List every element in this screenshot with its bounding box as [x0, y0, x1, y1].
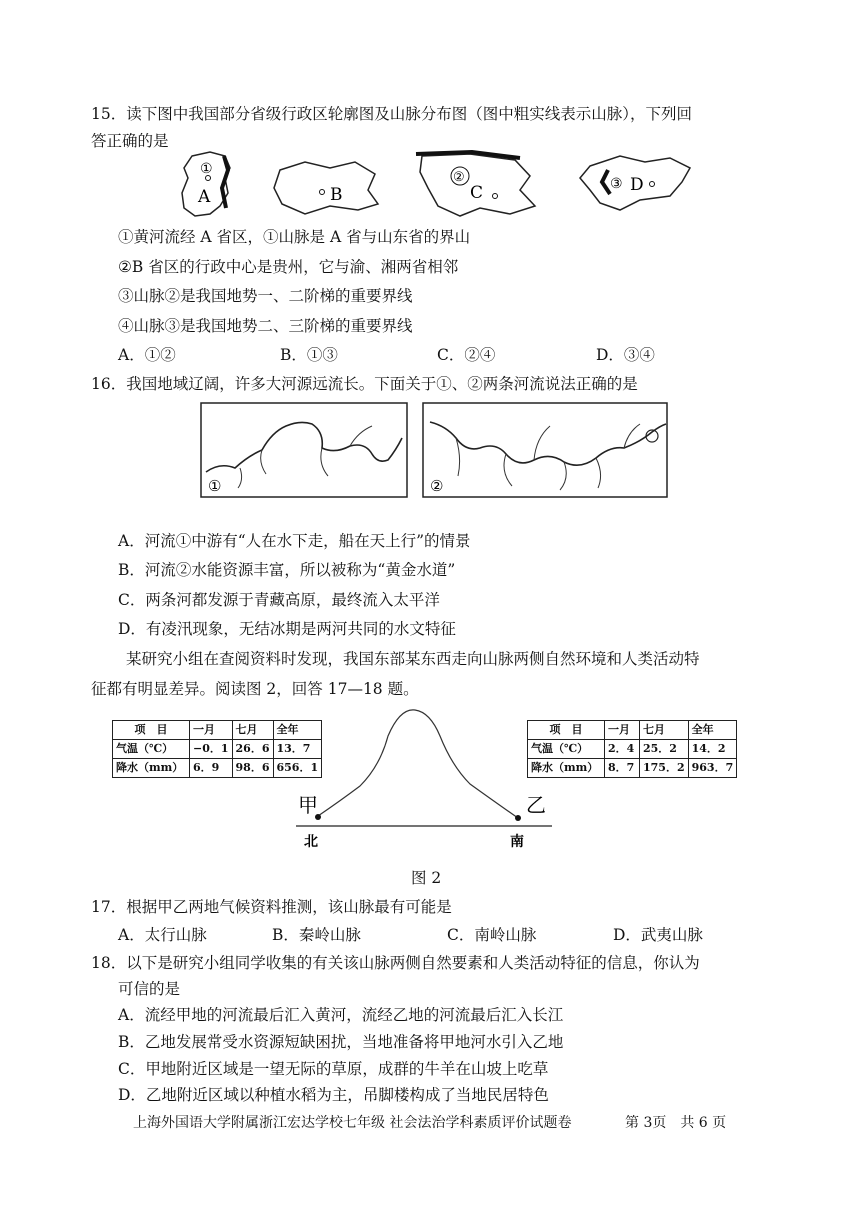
q15-stem-line1: 15．读下图中我国部分省级行政区轮廓图及山脉分布图（图中粗实线表示山脉），下列回	[91, 105, 692, 123]
jia-row-label: 降水（mm）	[113, 759, 190, 778]
map-d-num: ③	[610, 176, 623, 192]
intro-line-2: 征都有明显差异。阅读图 2，回答 17—18 题。	[91, 680, 419, 698]
q15-option-d[interactable]: D．③④	[596, 346, 655, 364]
q15-statement-2: ②B 省区的行政中心是贵州，它与渝、湘两省相邻	[118, 258, 459, 276]
q15-stem-line2: 答正确的是	[91, 132, 169, 150]
figure2-caption: 图 2	[411, 869, 442, 887]
q18-stem-line2: 可信的是	[118, 980, 181, 998]
map-a-num: ①	[200, 161, 213, 177]
river-map-1-label: ①	[208, 477, 222, 495]
q17-stem: 17．根据甲乙两地气候资料推测，该山脉最有可能是	[91, 898, 452, 916]
map-b-letter: B	[330, 185, 343, 205]
river-map-2-label: ②	[430, 477, 444, 495]
yi-cell: 2．4	[605, 740, 640, 759]
jia-header-jul: 七月	[232, 721, 273, 740]
q16-river-maps	[200, 402, 668, 500]
mountain-profile	[290, 706, 570, 856]
river-map-2-frame	[423, 403, 667, 497]
jia-cell: −0．1	[190, 740, 233, 759]
q17-option-c[interactable]: C．南岭山脉	[447, 926, 537, 944]
q18-option-d[interactable]: D．乙地附近区域以种植水稻为主，吊脚楼构成了当地民居特色	[118, 1086, 549, 1104]
q16-option-c[interactable]: C．两条河都发源于青藏高原，最终流入太平洋	[118, 591, 440, 609]
q16-option-a[interactable]: A．河流①中游有“人在水下走，船在天上行”的情景	[118, 532, 471, 550]
jia-cell: 13．7	[273, 740, 322, 759]
yi-row-label: 降水（mm）	[528, 759, 605, 778]
yi-cell: 175．2	[640, 759, 689, 778]
jia-header-item: 项 目	[113, 721, 190, 740]
mountain-3-line	[602, 170, 610, 194]
intro-line-1: 某研究小组在查阅资料时发现，我国东部某东西走向山脉两侧自然环境和人类活动特	[126, 650, 700, 668]
label-north: 北	[304, 834, 318, 850]
province-b-outline	[274, 162, 378, 214]
q15-statement-3: ③山脉②是我国地势一、二阶梯的重要界线	[118, 287, 413, 305]
footer-school-text: 上海外国语大学附属浙江宏达学校七年级 社会法治学科素质评价试题卷	[133, 1115, 572, 1131]
jia-cell: 656．1	[273, 759, 322, 778]
river-1-line	[206, 422, 402, 472]
q16-option-b[interactable]: B．河流②水能资源丰富，所以被称为“黄金水道”	[118, 561, 456, 579]
yi-header-jul: 七月	[640, 721, 689, 740]
jia-header-jan: 一月	[190, 721, 233, 740]
q18-option-a[interactable]: A．流经甲地的河流最后汇入黄河，流经乙地的河流最后汇入长江	[118, 1006, 564, 1024]
map-c-letter: C	[470, 183, 484, 203]
yi-cell: 963．7	[688, 759, 737, 778]
yi-cell: 8．7	[605, 759, 640, 778]
yi-header-item: 项 目	[528, 721, 605, 740]
jia-cell: 26．6	[232, 740, 273, 759]
map-c-num: ②	[453, 170, 465, 185]
yi-row-label: 气温（℃）	[528, 740, 605, 759]
footer-page-number: 第 3页 共 6 页	[625, 1115, 727, 1131]
q15-option-a[interactable]: A．①②	[118, 346, 176, 364]
q18-option-c[interactable]: C．甲地附近区域是一望无际的草原，成群的牛羊在山坡上吃草	[118, 1060, 549, 1078]
q17-option-b[interactable]: B．秦岭山脉	[272, 926, 361, 944]
river-map-1-frame	[201, 403, 407, 497]
jia-cell: 98．6	[232, 759, 273, 778]
q15-statement-1: ①黄河流经 A 省区，①山脉是 A 省与山东省的界山	[118, 228, 471, 246]
q18-option-b[interactable]: B．乙地发展常受水资源短缺困扰，当地准备将甲地河水引入乙地	[118, 1033, 564, 1051]
q16-stem: 16．我国地域辽阔，许多大河源远流长。下面关于①、②两条河流说法正确的是	[91, 375, 638, 393]
yi-cell: 14．2	[688, 740, 737, 759]
label-yi: 乙	[526, 793, 546, 817]
q17-option-a[interactable]: A．太行山脉	[118, 926, 207, 944]
q15-option-c[interactable]: C．②④	[437, 346, 496, 364]
mountain-profile-curve	[318, 710, 518, 818]
yi-cell: 25．2	[640, 740, 689, 759]
map-d-letter: D	[630, 175, 644, 195]
mountain-2-line	[416, 152, 520, 158]
label-south: 南	[510, 834, 524, 850]
q17-option-d[interactable]: D．武夷山脉	[613, 926, 703, 944]
jia-header-year: 全年	[273, 721, 322, 740]
yi-header-jan: 一月	[605, 721, 640, 740]
q15-statement-4: ④山脉③是我国地势二、三阶梯的重要界线	[118, 317, 413, 335]
q15-province-maps	[170, 148, 710, 220]
q16-option-d[interactable]: D．有凌汛现象，无结冰期是两河共同的水文特征	[118, 620, 456, 638]
q18-stem-line1: 18．以下是研究小组同学收集的有关该山脉两侧自然要素和人类活动特征的信息，你认为	[91, 954, 700, 972]
jia-cell: 6．9	[190, 759, 233, 778]
q15-option-b[interactable]: B．①③	[280, 346, 338, 364]
label-jia: 甲	[298, 793, 318, 817]
mountain-1-line	[222, 156, 228, 208]
map-a-letter: A	[198, 187, 211, 207]
yi-header-year: 全年	[688, 721, 737, 740]
point-yi	[515, 815, 521, 821]
jia-row-label: 气温（℃）	[113, 740, 190, 759]
